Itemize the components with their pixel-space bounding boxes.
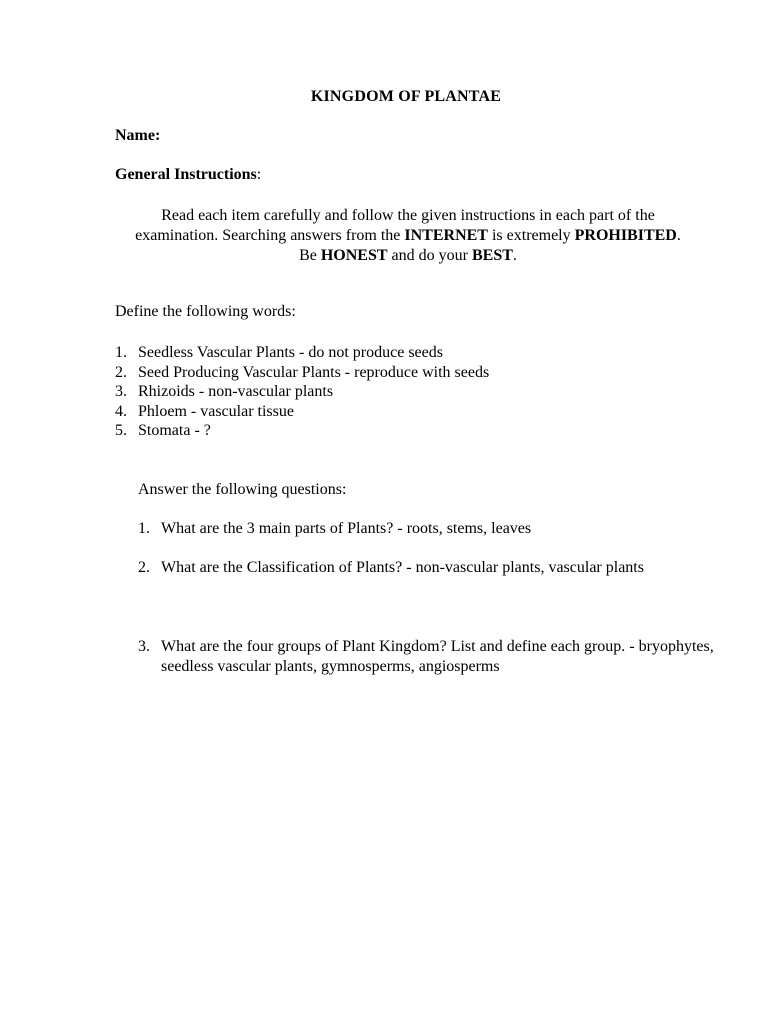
question-item	[138, 558, 718, 578]
question-text: What are the 3 main parts of Plants? - roots, stems, leaves	[161, 520, 532, 537]
instructions-line-3	[40, 246, 768, 266]
instructions-text: .	[512, 247, 517, 264]
list-item	[115, 343, 489, 363]
instructions-emphasis-best: BEST	[471, 247, 513, 264]
instructions-text: Be	[299, 247, 321, 264]
question-number: 3.	[138, 638, 150, 655]
question-text: What are the Classification of Plants? - non-vascular plants, vascular plants	[161, 559, 644, 576]
instructions-line-1: Read each item carefully and follow the given instructions in each part of the	[161, 207, 655, 224]
instructions-text: examination. Searching answers from the	[135, 227, 405, 244]
list-item-number: 4.	[115, 402, 127, 420]
list-item-number: 5.	[115, 422, 127, 439]
list-item-text: Rhizoids - non-vascular plants	[138, 383, 334, 400]
define-list	[115, 343, 489, 441]
question-number: 1.	[138, 520, 150, 537]
list-item-text: Stomata - ?	[138, 422, 211, 439]
list-item	[115, 382, 489, 402]
question-item	[138, 637, 718, 677]
instructions-emphasis-honest: HONEST	[320, 247, 388, 264]
general-instructions-colon: :	[256, 166, 262, 183]
question-text: What are the four groups of Plant Kingdom? List and define each group. - bryophytes, seedless vascular plants, gymnosperms, angiosperms	[161, 638, 714, 675]
instructions-text: is extremely	[487, 227, 575, 244]
list-item	[115, 363, 489, 383]
list-item-text: Phloem - vascular tissue	[138, 402, 294, 420]
instructions-line-2	[40, 226, 768, 246]
instructions-text: .	[676, 227, 681, 244]
question-item	[138, 519, 718, 539]
list-item-number: 1.	[115, 344, 127, 361]
list-item	[115, 402, 489, 422]
instructions-text: and do your	[387, 247, 472, 264]
list-item-number: 3.	[115, 383, 127, 400]
question-number: 2.	[138, 559, 150, 576]
name-label: Name:	[115, 127, 161, 144]
list-item-number: 2.	[115, 363, 127, 381]
questions-section-heading: Answer the following questions:	[138, 481, 347, 498]
general-instructions-heading: General Instructions	[115, 166, 257, 183]
general-instructions-label	[115, 166, 261, 184]
define-section-heading: Define the following words:	[115, 303, 296, 320]
instructions-paragraph	[40, 206, 768, 266]
document-title: KINGDOM OF PLANTAE	[310, 88, 502, 105]
list-item-text: Seed Producing Vascular Plants - reproduce with seeds	[138, 363, 490, 381]
instructions-emphasis-internet: INTERNET	[404, 227, 488, 244]
list-item	[115, 421, 489, 441]
list-item-text: Seedless Vascular Plants - do not produce seeds	[138, 344, 443, 361]
instructions-emphasis-prohibited: PROHIBITED	[574, 227, 677, 244]
